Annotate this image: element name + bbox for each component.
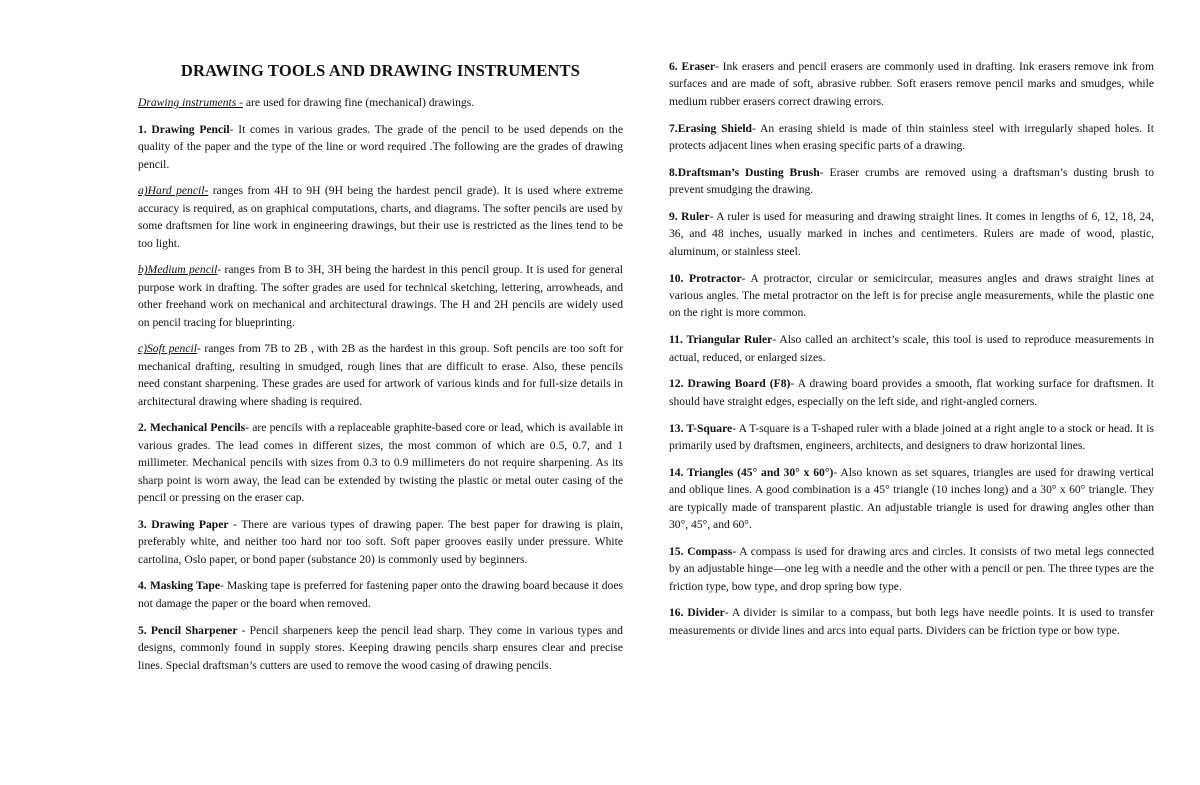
section-text: ranges from B to 3H, 3H being the hardest in this pencil group. It is used for general purpose work in drafting. The softer grades are used for technical sketching, lettering, arrowheads, and other freehand work on mechanical and architectural drawings. The H and 2H pencils are widely used on pencil tracing for blueprinting. [138,263,624,329]
section-text: An erasing shield is made of thin stainless steel with irregularly shaped holes. It protects adjacent lines when erasing specific parts of a drawing. [669,121,1154,153]
section-text: There are various types of drawing paper. The best paper for drawing is plain, preferably white, and neither too hard nor too soft. Soft paper grooves easily under pressure. White cartolina, Oslo paper, or bond paper (substance 20) is commonly used by beginners. [138,517,623,566]
section-text: A drawing board provides a smooth, flat working surface for draftsmen. It should have straight edges, especially on the left side, and right-angled corners. [669,377,1154,408]
section-heading: 8.Draftsman’s Dusting Brush [669,165,820,179]
section-heading: 14. Triangles (45° and 30° x 60°) [669,465,834,479]
section-drawing-paper: 3. Drawing Paper - There are various types of drawing paper. The best paper for drawing is plain, preferably white, and neither too hard nor too soft. Soft paper grooves easily under pressure. White cartolina, Oslo paper, or bond paper (substance 20) is commonly used by beginners. [138,517,623,566]
section-drawing-board: 12. Drawing Board (F8)- A drawing board provides a smooth, flat working surface for draftsmen. It should have straight edges, especially on the left side, and right-angled corners. [669,377,1154,408]
section-text: Masking tape is preferred for fastening paper onto the drawing board because it does not damage the paper or the board when removed. [138,579,623,610]
intro-term: Drawing instruments - [138,96,243,109]
page-title: DRAWING TOOLS AND DRAWING INSTRUMENTS [180,61,581,80]
section-text: Also known as set squares, triangles are used for drawing vertical and oblique lines. A good combination is a 45° triangle (10 inches long) and a 30° x 60° triangle. They are typically made of transparent plastic. An adjustable triangle is used for drawing angles other than 30°, 45°, and 60°. [669,465,1154,532]
section-erasing-shield: 7.Erasing Shield- An erasing shield is made of thin stainless steel with irregularly shaped holes. It protects adjacent lines when erasing specific parts of a drawing. [669,121,1154,153]
section-heading: 13. T-Square [669,421,733,435]
section-text: Eraser crumbs are removed using a draftsman’s dusting brush to prevent smudging the drawing. [669,165,1154,197]
section-dusting-brush: 8.Draftsman’s Dusting Brush- Eraser crumbs are removed using a draftsman’s dusting brush to prevent smudging the drawing. [669,165,1154,197]
section-heading: 10. Protractor [669,271,742,285]
section-heading: 1. Drawing Pencil [138,122,230,136]
section-text: Ink erasers and pencil erasers are commonly used in drafting. Ink erasers remove ink from surfaces and are made of soft, abrasive rubber. Soft erasers remove pencil marks and smudges, while medium rubber erasers correct drawing errors. [669,60,1154,108]
section-soft-pencil: c)Soft pencil- ranges from 7B to 2B , with 2B as the hardest in this group. Soft pencils are too soft for mechanical drafting, resulting in smudged, rough lines that are difficult to erase. Also, these pencils need constant sharpening. These grades are used for artwork of various kinds and for full-size details in architectural drawing where shading is required. [138,342,623,408]
section-pencil-sharpener: 5. Pencil Sharpener - Pencil sharpeners keep the pencil lead sharp. They come in various types and designs, commonly found in supply stores. Keeping drawing pencils sharp ensures clear and precise lines. Special draftsman’s cutters are used to remove the wood casing of drawing pencils. [138,623,623,672]
section-mechanical-pencils: 2. Mechanical Pencils- are pencils with a replaceable graphite-based core or lead, which is available in various grades. The lead comes in different sizes, the most common of which are 0.5, 0.7, and 1 millimeter. Mechanical pencils with sizes from 0.3 to 0.9 millimeters do not require sharpening. As its sharp point is worn away, the lead can be extended by twisting the plastic or metal outer casing of the pencil or pressing on the eraser cap. [138,421,623,505]
section-heading: 12. Drawing Board (F8) [669,377,791,391]
section-text: A protractor, circular or semicircular, measures angles and draws straight lines at various angles. The metal protractor on the left is for precise angle measurements, while the plastic one on the right is more common. [669,271,1154,320]
left-column [138,58,623,683]
section-heading: 2. Mechanical Pencils [138,421,246,435]
section-heading: 16. Divider [669,606,725,620]
section-masking-tape: 4. Masking Tape- Masking tape is preferred for fastening paper onto the drawing board because it does not damage the paper or the board when removed. [138,579,623,610]
section-text: A divider is similar to a compass, but both legs have needle points. It is used to transfer measurements or divide lines and arcs into equal parts. Dividers can be friction type or bow type. [669,606,1154,637]
intro-text: are used for drawing fine (mechanical) drawings. [243,96,475,109]
section-text: A compass is used for drawing arcs and circles. It consists of two metal legs connected by an adjustable hinge—one leg with a needle and the other with a pencil or pen. The three types are the friction type, bow type, and drop spring bow type. [669,544,1155,593]
section-text: A T-square is a T-shaped ruler with a blade joined at a right angle to a stock or head. It is primarily used by draftsmen, engineers, architects, and designers to draw horizontal lines. [669,421,1154,453]
section-heading: 4. Masking Tape [138,579,220,593]
section-text: ranges from 7B to 2B , with 2B as the hardest in this group. Soft pencils are too soft for mechanical drafting, resulting in smudged, rough lines that are difficult to erase. Also, these pencils need constant sharpening. These grades are used for artwork of various kinds and for full-size details in architectural drawing where shading is required. [138,342,623,408]
section-compass: 15. Compass- A compass is used for drawing arcs and circles. It consists of two metal legs connected by an adjustable hinge—one leg with a needle and the other with a pencil or pen. The three types are the friction type, bow type, and drop spring bow type. [669,544,1155,593]
section-ruler: 9. Ruler- A ruler is used for measuring and drawing straight lines. It comes in lengths of 6, 12, 18, 24, 36, and 48 inches, usually marked in inches and centimeters. Rulers are made of wood, plastic, aluminum, or stainless steel. [669,210,1154,258]
section-triangles: 14. Triangles (45° and 30° x 60°)- Also known as set squares, triangles are used for drawing vertical and oblique lines. A good combination is a 45° triangle (10 inches long) and a 30° x 60° triangle. They are typically made of transparent plastic. An adjustable triangle is used for drawing angles other than 30°, 45°, and 60°. [669,465,1154,532]
section-drawing-pencil: 1. Drawing Pencil- It comes in various grades. The grade of the pencil to be used depends on the quality of the paper and the type of the line or word required .The following are the grades of drawing pencil. [138,122,624,171]
section-heading: a)Hard pencil- [138,184,209,198]
section-text: A ruler is used for measuring and drawing straight lines. It comes in lengths of 6, 12, 18, 24, 36, and 48 inches, usually marked in inches and centimeters. Rulers are made of wood, plastic, aluminum, or stainless steel. [669,210,1154,258]
section-heading: b)Medium pencil [138,263,218,277]
section-triangular-ruler: 11. Triangular Ruler- Also called an architect’s scale, this tool is used to reproduce measurements in actual, reduced, or enlarged sizes. [669,333,1154,364]
intro-paragraph [138,94,623,111]
section-heading: 3. Drawing Paper [138,517,229,531]
section-heading: 9. Ruler [669,210,710,224]
section-text: Pencil sharpeners keep the pencil lead sharp. They come in various types and designs, commonly found in supply stores. Keeping drawing pencils sharp ensures clear and precise lines. Special draftsman’s cutters are used to remove the wood casing of drawing pencils. [138,623,623,672]
section-heading: 15. Compass [669,544,733,558]
section-heading: 7.Erasing Shield [669,121,753,135]
section-divider: 16. Divider- A divider is similar to a compass, but both legs have needle points. It is used to transfer measurements or divide lines and arcs into equal parts. Dividers can be friction type or bow type. [669,606,1154,637]
section-eraser: 6. Eraser- Ink erasers and pencil erasers are commonly used in drafting. Ink erasers remove ink from surfaces and are made of soft, abrasive rubber. Soft erasers remove pencil marks and smudges, while medium rubber erasers correct drawing errors. [669,60,1154,108]
section-hard-pencil [138,182,623,252]
section-heading: 5. Pencil Sharpener [138,623,238,637]
section-heading: 11. Triangular Ruler [669,333,773,347]
section-text: are pencils with a replaceable graphite-based core or lead, which is available in various grades. The lead comes in different sizes, the most common of which are 0.5, 0.7, and 1 millimeter. Mechanical pencils with sizes from 0.3 to 0.9 millimeters do not require sharpening. As its sharp point is worn away, the lead can be extended by twisting the plastic or metal outer casing of the pencil or pressing on the eraser cap. [138,421,623,505]
section-text: It comes in various grades. The grade of the pencil to be used depends on the quality of the paper and the type of the line or word required .The following are the grades of drawing pencil. [138,122,624,171]
section-protractor: 10. Protractor- A protractor, circular or semicircular, measures angles and draws straight lines at various angles. The metal protractor on the left is for precise angle measurements, while the plastic one on the right is more common. [669,271,1154,320]
right-column [669,58,1154,649]
section-text: ranges from 4H to 9H (9H being the hardest pencil grade). It is used where extreme accuracy is required, as on graphical computations, charts, and diagrams. The softer pencils are used by some draftsmen for line work in engineering drawings, but their use is restricted as the lines tend to be too light. [138,184,624,250]
section-text: Also called an architect’s scale, this tool is used to reproduce measurements in actual, reduced, or enlarged sizes. [669,333,1154,364]
section-heading: 6. Eraser [669,60,715,73]
section-t-square: 13. T-Square- A T-square is a T-shaped ruler with a blade joined at a right angle to a stock or head. It is primarily used by draftsmen, engineers, architects, and designers to draw horizontal lines. [669,421,1154,453]
section-heading: c)Soft pencil [138,342,197,356]
section-medium-pencil: b)Medium pencil- ranges from B to 3H, 3H being the hardest in this pencil group. It is used for general purpose work in drafting. The softer grades are used for technical sketching, lettering, arrowheads, and other freehand work on mechanical and architectural drawings. The H and 2H pencils are widely used on pencil tracing for blueprinting. [138,263,624,329]
